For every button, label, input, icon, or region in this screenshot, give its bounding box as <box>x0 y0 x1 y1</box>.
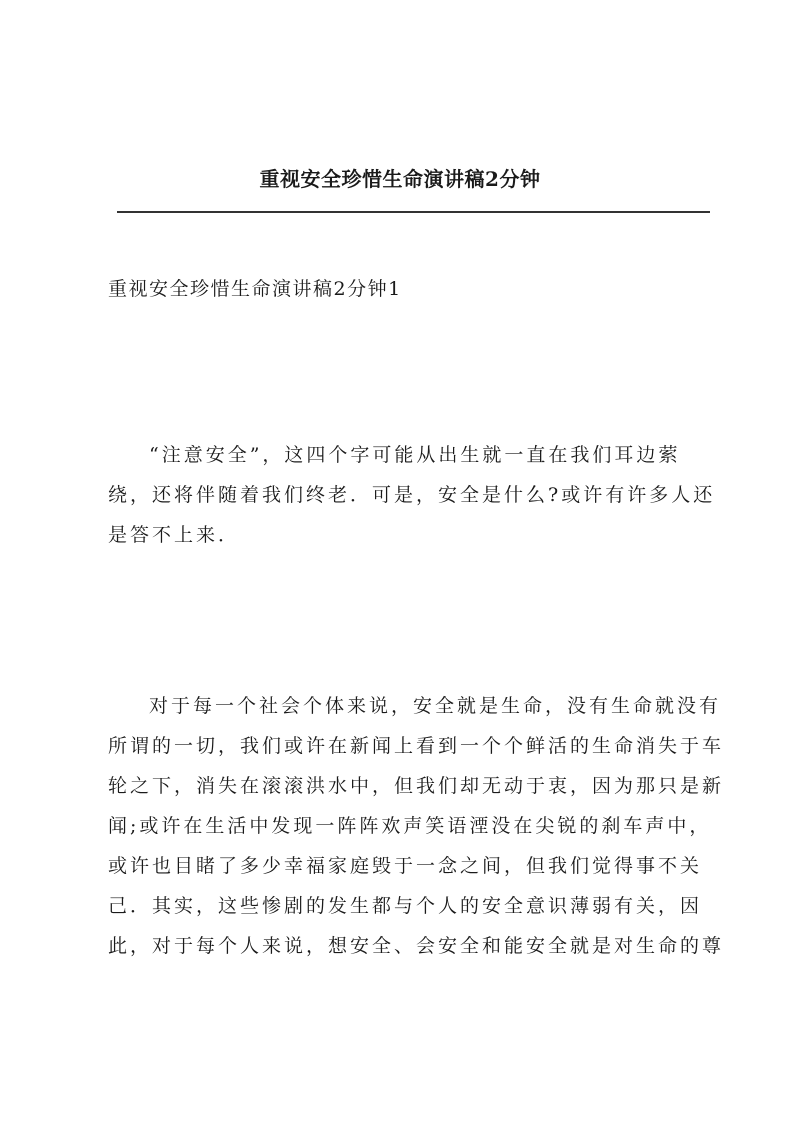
paragraph-line: 所谓的一切，我们或许在新闻上看到一个个鲜活的生命消失于车 <box>108 735 725 757</box>
paragraph-line: 对于每一个社会个体来说，安全就是生命，没有生命就没有 <box>149 695 722 717</box>
paragraph-line: 或许也目睹了多少幸福家庭毁于一念之间，但我们觉得事不关 <box>108 855 703 877</box>
paragraph-line: 闻;或许在生活中发现一阵阵欢声笑语湮没在尖锐的刹车声中， <box>108 815 712 837</box>
paragraph-line: 绕，还将伴随着我们终老．可是，安全是什么?或许有许多人还 <box>108 484 716 506</box>
paragraph-1 <box>108 435 718 555</box>
paragraph-2 <box>108 686 725 966</box>
paragraph-line: 是答不上来． <box>108 524 241 546</box>
title-divider <box>117 211 710 213</box>
paragraph-line: 此，对于每个人来说，想安全、会安全和能安全就是对生命的尊 <box>108 935 725 957</box>
paragraph-line: “注意安全”，这四个字可能从出生就一直在我们耳边萦 <box>149 444 681 466</box>
paragraph-line: 轮之下，消失在滚滚洪水中，但我们却无动于衷，因为那只是新 <box>108 775 725 797</box>
paragraph-line: 己．其实，这些惨剧的发生都与个人的安全意识薄弱有关，因 <box>108 895 703 917</box>
document-title: 重视安全珍惜生命演讲稿2分钟 <box>259 167 541 191</box>
section-heading: 重视安全珍惜生命演讲稿2分钟1 <box>108 278 402 300</box>
